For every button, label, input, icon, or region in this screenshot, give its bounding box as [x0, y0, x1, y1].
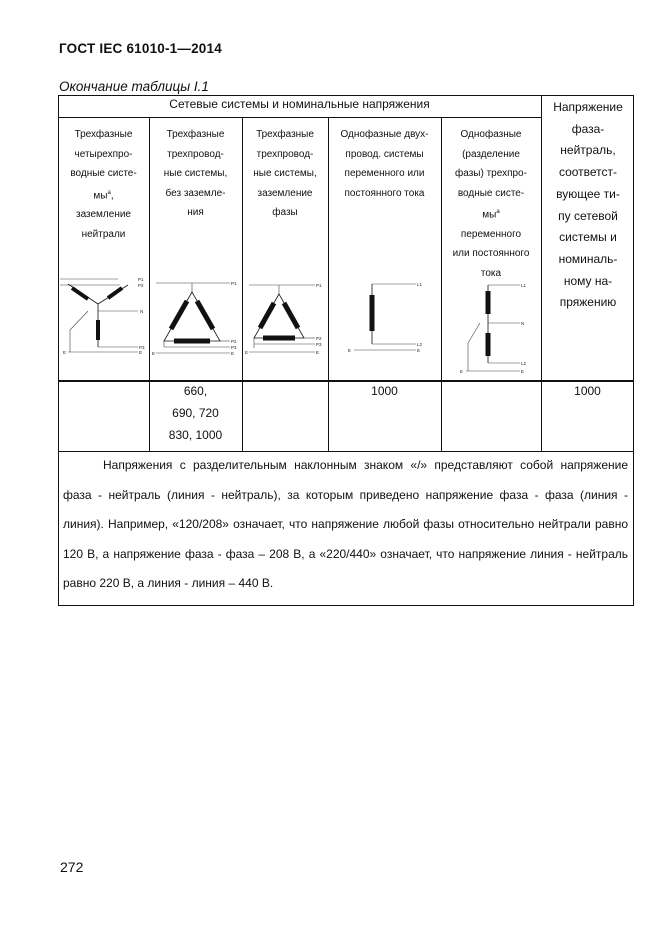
diagram-label: E	[521, 369, 525, 374]
column-header-line: заземление	[75, 209, 131, 221]
column-header-line: (разделение	[462, 148, 520, 160]
column-header-line: заземление	[257, 187, 313, 199]
diagram-label: P3	[231, 345, 237, 350]
column-header-line: фазы) трехпро-	[455, 168, 527, 179]
table-caption: Окончание таблицы I.1	[59, 79, 209, 94]
diagram-single-phase-three-wire	[460, 281, 538, 377]
diagram-label: L1	[521, 283, 527, 288]
value-col-2: 660, 690, 720 830, 1000	[168, 384, 223, 442]
column-header-three-phase-three-wire-earthed-phase	[242, 125, 328, 223]
column-header-line: фазы	[272, 207, 298, 218]
right-header-line: ному на-	[563, 273, 613, 288]
footnote-marker: a	[107, 189, 111, 196]
column-header-line: ния	[187, 207, 204, 218]
column-header-three-phase-four-wire	[58, 125, 149, 244]
diagram-label: E	[231, 351, 235, 356]
diagram-three-phase-delta-earthed	[245, 282, 325, 360]
value-col-6: 1000	[574, 384, 601, 398]
diagram-single-phase-two-wire	[344, 280, 424, 356]
column-header-line: Трехфазные	[166, 129, 225, 140]
column-header-line: нейтрали	[81, 228, 126, 240]
diagram-label: P2	[138, 283, 144, 288]
main-column-header: Сетевые системы и номинальные напряжения	[169, 97, 430, 111]
diagram-label: N	[140, 309, 144, 314]
right-header-line: пряжению	[559, 295, 617, 310]
right-header-line: номиналь-	[558, 251, 618, 266]
column-header-line: $мы^a$,	[93, 189, 114, 201]
column-header-line: тока	[480, 267, 502, 279]
right-header-line: соответст-	[558, 165, 618, 180]
diagram-label: P1	[138, 277, 144, 282]
right-header-line: фаза-	[571, 121, 605, 136]
diagram-three-phase-delta-unearthed	[152, 279, 240, 359]
right-column-header	[542, 97, 634, 314]
column-header-line: провод. системы	[345, 148, 424, 160]
document-header: ГОСТ IEC 61010-1—2014	[59, 41, 222, 56]
diagram-label: E	[139, 350, 143, 355]
column-header-single-phase-two-wire	[328, 125, 441, 203]
column-header-line: четырехпро-	[74, 148, 133, 160]
right-header-line: системы и	[559, 230, 617, 245]
diagram-label: P3	[139, 345, 145, 350]
column-header-line: переменного или	[344, 168, 425, 179]
table-note	[63, 451, 628, 599]
header-rule	[58, 117, 541, 118]
diagram-label: E	[245, 350, 249, 355]
diagram-label: P2	[316, 336, 322, 341]
table-note-text: Напряжения с разделительным наклонным знаком «/» представляют собой напряжение фаза - нейтраль (линия - нейтраль), за которым приведено напряжение фаза - фаза (линия - линия). Например, «120/208» означает, что напряжение любой фазы относительно нейтрали равно 120 В, а напряжение фаза - фаза – 208 В, а «220/440» означает, что напряжение линия - нейтраль равно 220 В, а линия - линия – 440 В.	[63, 458, 628, 591]
column-header-line: $мы^a$	[482, 209, 500, 221]
page-number: 272	[60, 859, 84, 875]
column-header-line: ные системы,	[253, 168, 317, 179]
right-header-line: пу сетевой	[558, 208, 618, 223]
diagram-label: L2	[417, 342, 423, 347]
right-header-line: Напряжение	[553, 100, 623, 114]
diagram-label: L2	[521, 361, 527, 366]
column-header-line: или постоянного	[452, 248, 530, 260]
value-col-4: 1000	[371, 384, 398, 398]
diagram-label: E	[460, 369, 464, 374]
column-header-single-phase-three-wire	[441, 125, 541, 283]
column-header-line: переменного	[460, 228, 522, 240]
column-header-line: без заземле-	[165, 187, 226, 199]
diagram-label: N	[521, 321, 525, 326]
column-header-line: ные системы,	[163, 168, 228, 179]
diagram-label: E	[348, 348, 352, 353]
diagram-three-phase-star	[60, 276, 148, 360]
diagram-label: P1	[316, 283, 322, 288]
diagram-label: P1	[231, 281, 237, 286]
column-header-line: Однофазные	[460, 129, 522, 140]
column-header-line: трехпровод-	[167, 148, 224, 160]
footnote-marker: a	[496, 209, 500, 215]
column-header-line: Однофазные двух-	[340, 129, 429, 140]
diagram-label: E	[63, 350, 67, 355]
right-header-line: нейтраль,	[560, 143, 616, 158]
column-header-line: постоянного тока	[344, 187, 425, 199]
column-header-line: трехпровод-	[256, 148, 314, 160]
right-header-line: вующее ти-	[556, 186, 620, 201]
diagram-label: E	[316, 350, 320, 355]
diagram-label: L1	[417, 282, 423, 287]
column-header-line: водные систе-	[70, 168, 137, 179]
column-header-three-phase-three-wire-unearthed	[149, 125, 242, 223]
footnote-suffix: ,	[110, 189, 114, 201]
column-header-line: водные систе-	[457, 187, 525, 199]
diagram-label: P3	[316, 342, 322, 347]
column-header-line: Трехфазные	[74, 129, 133, 140]
diagram-label: P2	[231, 339, 237, 344]
diagram-label: E	[417, 348, 421, 353]
column-header-line: Трехфазные	[256, 129, 314, 140]
diagram-label: E	[152, 351, 156, 356]
